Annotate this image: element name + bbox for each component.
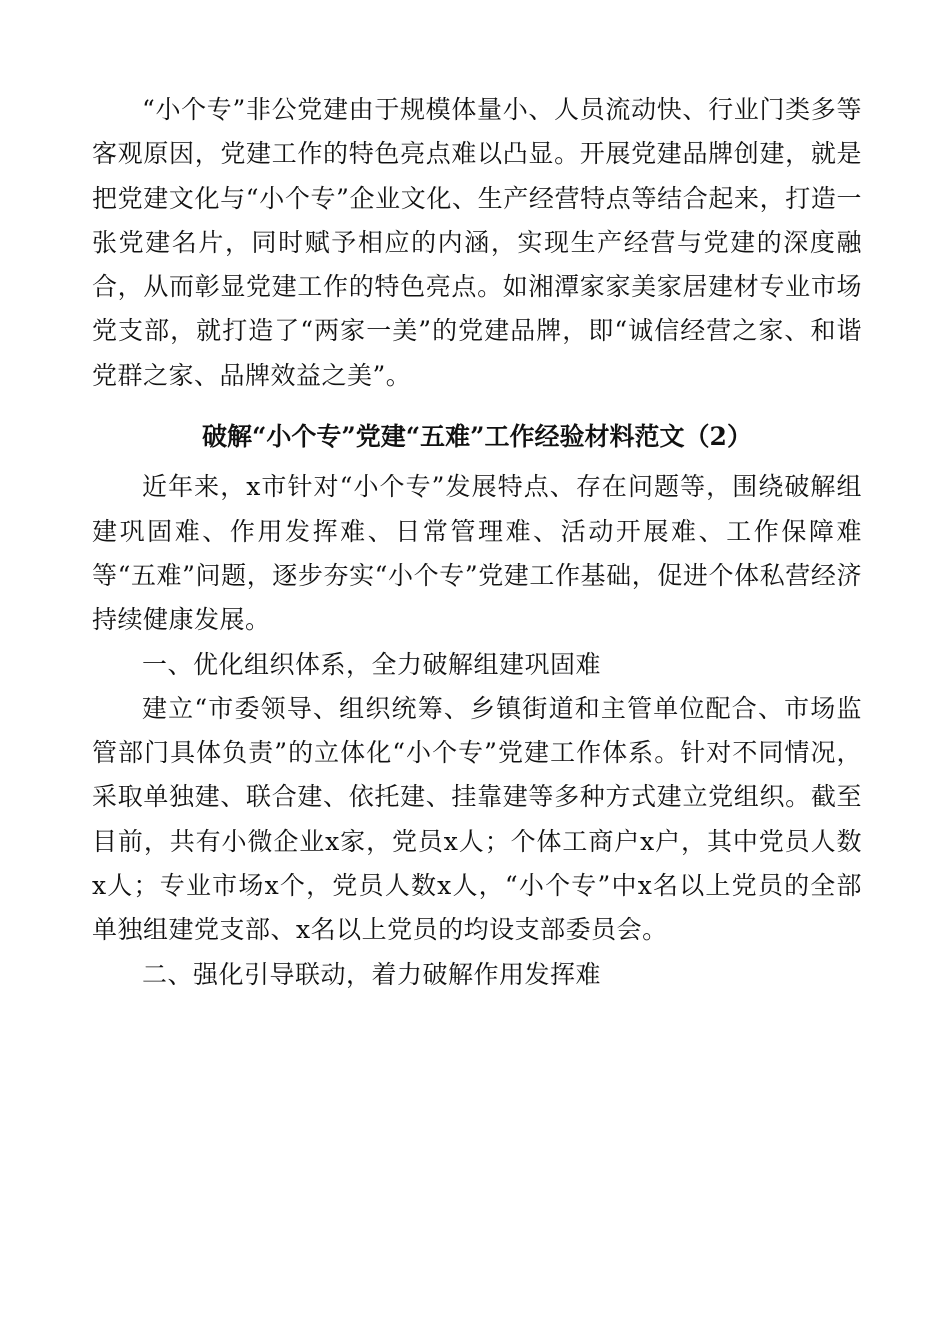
overview-paragraph: 近年来，x市针对“小个专”发展特点、存在问题等，围绕破解组建巩固难、作用发挥难、日常管理难、活动开展难、工作保障难等“五难”问题，逐步夯实“小个专”党建工作基础，促进个体私营经济持续健康发展。 bbox=[92, 472, 862, 635]
section-1-paragraph: 建立“市委领导、组织统筹、乡镇街道和主管单位配合、市场监管部门具体负责”的立体化“小个专”党建工作体系。针对不同情况，采取单独建、联合建、依托建、挂靠建等多种方式建立党组织。截至目前，共有小微企业x家，党员x人；个体工商户x户，其中党员人数x人；专业市场x个，党员人数x人，“小个专”中x名以上党员的全部单独组建党支部、x名以上党员的均设支部委员会。 bbox=[92, 693, 862, 945]
document-page bbox=[92, 88, 862, 997]
section-2-title: 二、强化引导联动，着力破解作用发挥难 bbox=[142, 959, 602, 989]
intro-paragraph: “小个专”非公党建由于规模体量小、人员流动快、行业门类多等客观原因，党建工作的特色亮点难以凸显。开展党建品牌创建，就是把党建文化与“小个专”企业文化、生产经营特点等结合起来，打造一张党建名片，同时赋予相应的内涵，实现生产经营与党建的深度融合，从而彰显党建工作的特色亮点。如湘潭家家美家居建材专业市场党支部，就打造了“两家一美”的党建品牌，即“诚信经营之家、和谐党群之家、品牌效益之美”。 bbox=[92, 95, 862, 390]
section-1-title: 一、优化组织体系，全力破解组建巩固难 bbox=[142, 649, 602, 679]
article-heading: 破解“小个专”党建“五难”工作经验材料范文（2） bbox=[202, 422, 752, 452]
